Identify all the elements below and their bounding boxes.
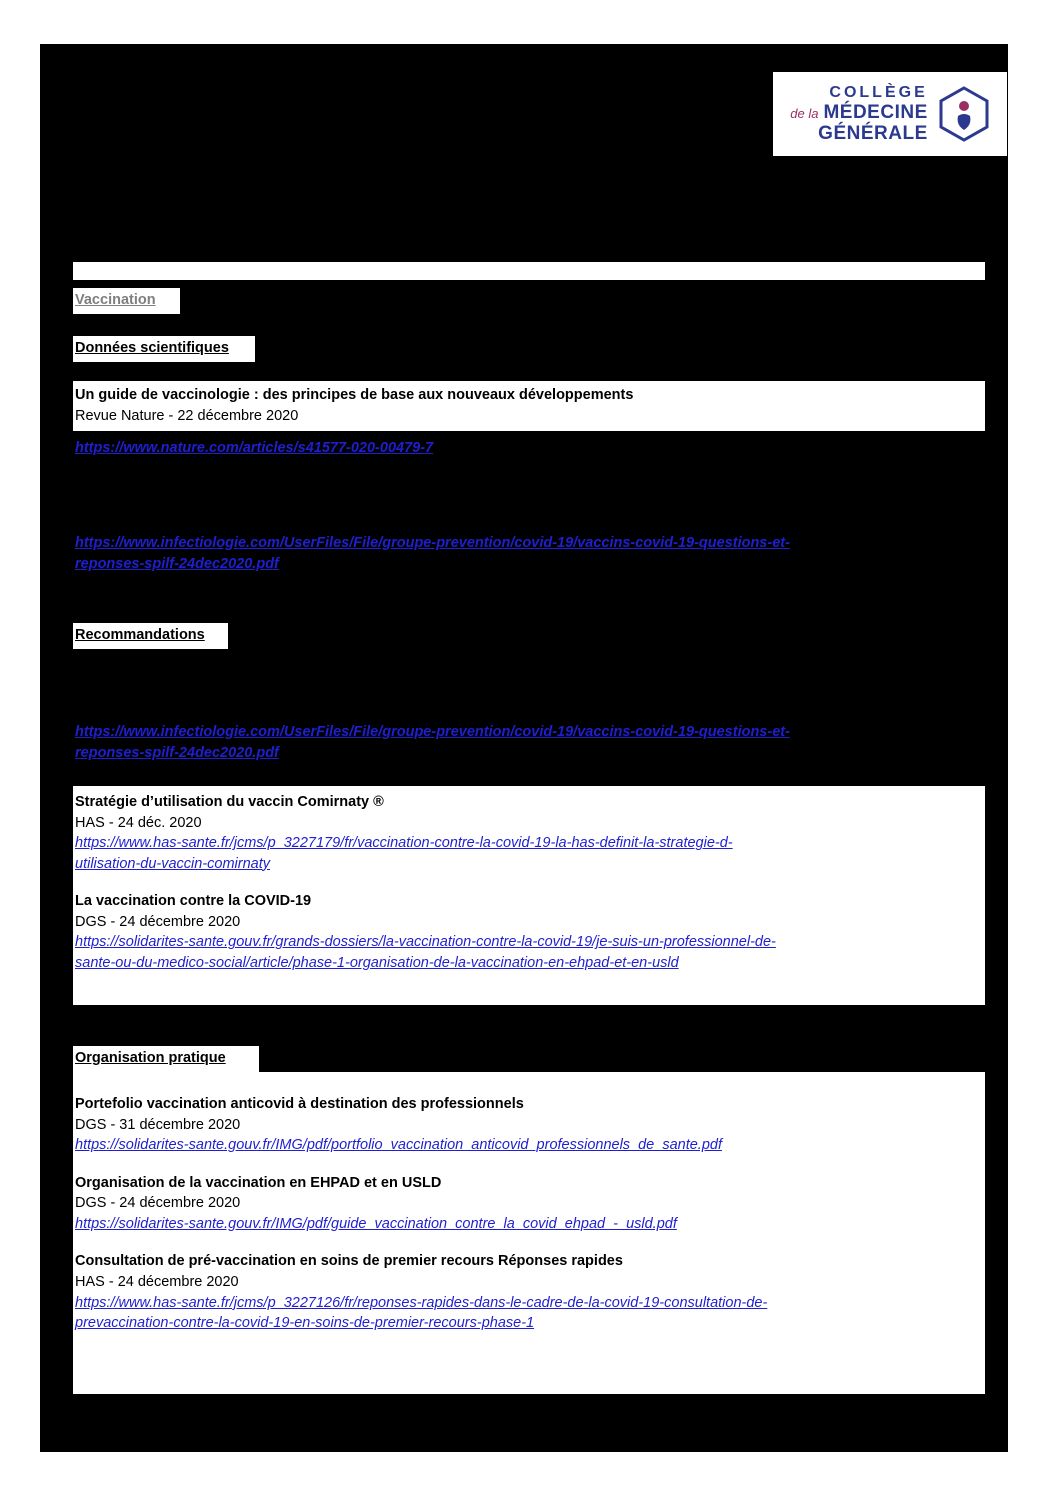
entry-source: DGS - 24 décembre 2020	[75, 913, 241, 930]
entry-title: La vaccination contre la COVID-19	[75, 893, 312, 910]
entry-link-infectiologie-2[interactable]: https://www.infectiologie.com/UserFiles/File/groupe-prevention/covid-19/vaccins-covid-19-questions-et- reponses-spilf-24dec2020.pdf	[75, 724, 790, 761]
entry-title: Stratégie d’utilisation du vaccin Comirnaty ®	[75, 794, 384, 810]
entry-source: DGS - 24 décembre 2020	[75, 1195, 241, 1212]
entry-link-has-preconsultation[interactable]: https://www.has-sante.fr/jcms/p_3227126/fr/reponses-rapides-dans-le-cadre-de-la-covid-19-consultation-de- prevaccination-contre-la-covid-19-en-soins-de-premier-recours-phase-1	[75, 1294, 768, 1332]
section-title-band	[73, 288, 180, 314]
page-title: Vaccination	[75, 292, 156, 308]
entry-source: DGS - 31 décembre 2020	[75, 1116, 241, 1133]
logo-line-generale: GÉNÉRALE	[818, 122, 928, 144]
logo-line-college: COLLÈGE	[829, 83, 928, 101]
subsection-heading-donnees: Données scientifiques	[75, 340, 229, 356]
subsection-heading-donnees-band	[73, 336, 255, 362]
subsection-heading-organisation: Organisation pratique	[75, 1050, 226, 1066]
logo	[773, 72, 1007, 156]
entry-source: HAS - 24 déc. 2020	[75, 814, 202, 831]
entry-link-nature[interactable]: https://www.nature.com/articles/s41577-020-00479-7	[75, 440, 434, 456]
entry-link-has-comirnaty[interactable]: https://www.has-sante.fr/jcms/p_3227179/fr/vaccination-contre-la-covid-19-la-has-definit-la-strategie-d- utilisation-du-vaccin-comirnaty	[75, 835, 733, 872]
entry-title: Organisation de la vaccination en EHPAD et en USLD	[75, 1174, 442, 1191]
entry-link-guide-ehpad[interactable]: https://solidarites-sante.gouv.fr/IMG/pdf/guide_vaccination_contre_la_covid_ehpad_-_usld.pdf	[75, 1215, 677, 1232]
entry-source: HAS - 24 décembre 2020	[75, 1274, 239, 1291]
entry-title: Un guide de vaccinologie : des principes de base aux nouveaux développements	[75, 387, 634, 403]
subsection-heading-organisation-band	[73, 1046, 259, 1072]
hexagon-monogram-icon	[938, 86, 990, 142]
spacer-band-top	[73, 262, 985, 280]
entry-title: Portefolio vaccination anticovid à destination des professionnels	[75, 1096, 524, 1112]
logo-line-medecine: MÉDECINE	[823, 101, 928, 123]
logo-line-dela: de la	[790, 105, 819, 121]
subsection-heading-recommandations-band	[73, 623, 228, 649]
entry-link-dgs-vaccination[interactable]: https://solidarites-sante.gouv.fr/grands-dossiers/la-vaccination-contre-la-covid-19/je-suis-un-professionnel-de- sante-ou-du-medico-social/article/phase-1-organisation-de-la-vaccination-en-ehpad-et-en-usld	[75, 934, 776, 972]
entry-nature-band	[73, 381, 985, 431]
organisation-entries-band	[73, 1072, 985, 1394]
subsection-heading-recommandations: Recommandations	[75, 627, 205, 643]
entry-title: Consultation de pré-vaccination en soins de premier recours Réponses rapides	[75, 1253, 623, 1270]
entry-link-infectiologie-1[interactable]: https://www.infectiologie.com/UserFiles/File/groupe-prevention/covid-19/vaccins-covid-19-questions-et- reponses-spilf-24dec2020.pdf	[75, 535, 790, 572]
entry-source: Revue Nature - 22 décembre 2020	[75, 407, 299, 424]
entry-link-portfolio[interactable]: https://solidarites-sante.gouv.fr/IMG/pdf/portfolio_vaccination_anticovid_professionnels_de_sante.pdf	[75, 1137, 722, 1154]
recommandations-entries-band	[73, 786, 985, 1005]
